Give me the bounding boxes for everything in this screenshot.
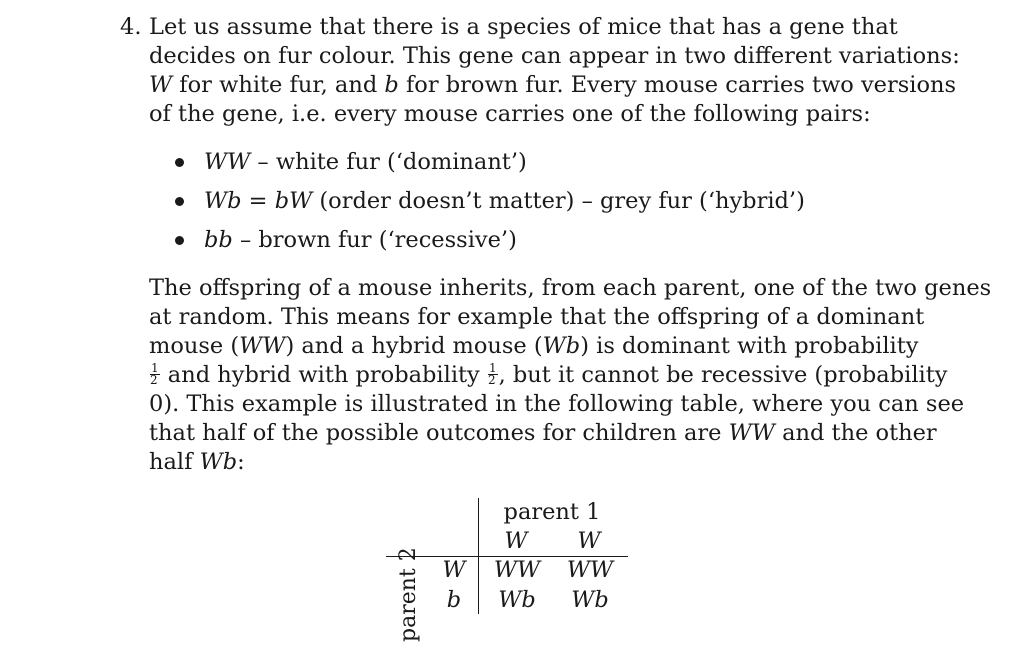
table-cell: WW [566, 557, 614, 583]
intro-line-4: of the gene, i.e. every mouse carries one of the following pairs: [149, 101, 871, 127]
intro-line-2: decides on fur colour. This gene can appear in two different variations: [149, 43, 960, 69]
bullet-dot [175, 197, 184, 206]
row-header: parent 2 [396, 547, 421, 642]
column-allele: W [504, 528, 528, 554]
table-cell: WW [493, 557, 541, 583]
fraction-one-half: $\frac{1}{2}$ [150, 360, 159, 387]
para-line-6: that half of the possible outcomes for children are WW and the other [149, 420, 937, 446]
column-allele: W [577, 528, 601, 554]
para-line-3: mouse (WW) and a hybrid mouse (Wb) is dominant with probability [149, 333, 919, 359]
intro-line-1: Let us assume that there is a species of mice that has a gene that [149, 14, 898, 40]
bullet-hybrid: Wb = bW (order doesn’t matter) – grey fur (‘hybrid’) [204, 188, 805, 214]
table-cell: Wb [571, 587, 609, 613]
intro-line-3: W for white fur, and b for brown fur. Every mouse carries two versions [149, 72, 957, 98]
bullet-dot [175, 158, 184, 167]
bullet-dot [175, 236, 184, 245]
table-cell: Wb [498, 587, 536, 613]
row-allele: W [442, 557, 466, 583]
para-line-2: at random. This means for example that the offspring of a dominant [149, 304, 925, 330]
para-line-7: half Wb: [149, 449, 245, 475]
para-line-1: The offspring of a mouse inherits, from each parent, one of the two genes [149, 275, 992, 301]
problem-number: 4. [120, 14, 142, 40]
column-header: parent 1 [503, 499, 601, 525]
bullet-recessive: bb – brown fur (‘recessive’) [204, 227, 517, 253]
row-allele: b [446, 587, 462, 613]
fraction-one-half: $\frac{1}{2}$ [487, 360, 497, 387]
para-line-4: $\frac{1}{2}$ and hybrid with probability $\frac{1}{2}$ , but it cannot be recessive (probability [150, 360, 948, 388]
para-line-5: 0). This example is illustrated in the following table, where you can see [149, 391, 965, 417]
bullet-dominant: WW – white fur (‘dominant’) [204, 149, 527, 175]
